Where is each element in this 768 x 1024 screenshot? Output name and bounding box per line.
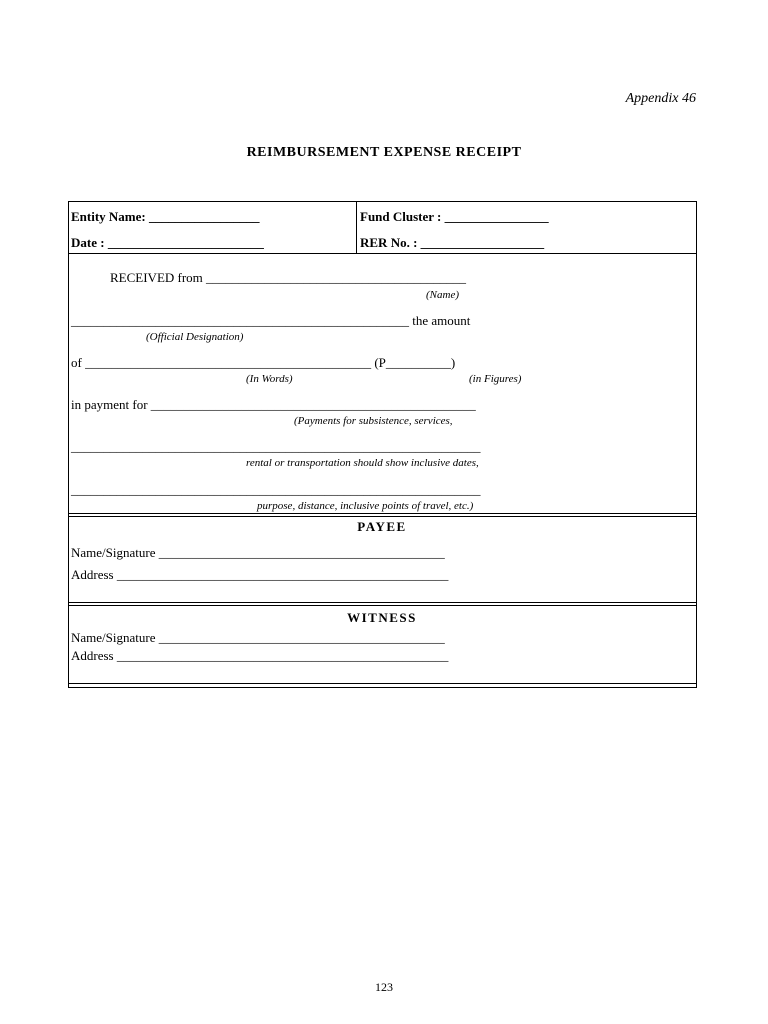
rer-no-field[interactable]: RER No. : ___________________: [360, 235, 545, 250]
payment-detail-line-1[interactable]: _______________________________________________________________: [71, 439, 481, 454]
payments-caption: (Payments for subsistence, services,: [294, 415, 453, 427]
received-from-field[interactable]: RECEIVED from ________________________________________: [110, 270, 467, 285]
entity-name-field[interactable]: Entity Name: _________________: [71, 209, 260, 224]
purpose-caption: purpose, distance, inclusive points of travel, etc.): [257, 500, 474, 512]
in-words-caption: (In Words): [246, 373, 293, 385]
designation-caption: (Official Designation): [146, 331, 244, 343]
witness-heading: WITNESS: [347, 610, 417, 625]
fund-cluster-field[interactable]: Fund Cluster : ________________: [360, 209, 549, 224]
witness-divider-bottom: [69, 605, 696, 606]
payee-heading: PAYEE: [357, 519, 407, 534]
witness-address-field[interactable]: Address ___________________________________________________: [71, 648, 449, 663]
name-caption: (Name): [426, 289, 459, 301]
page-title: REIMBURSEMENT EXPENSE RECEIPT: [246, 145, 522, 160]
page-number: 123: [375, 980, 393, 994]
header-divider: [69, 253, 696, 254]
witness-divider-top: [69, 602, 696, 603]
payee-divider-bottom: [69, 516, 696, 517]
header-column-divider: [356, 202, 357, 253]
payment-for-field[interactable]: in payment for __________________________________________________: [71, 397, 476, 412]
appendix-label: Appendix 46: [625, 91, 696, 106]
receipt-form: [68, 201, 697, 688]
date-field[interactable]: Date : ________________________: [71, 235, 264, 250]
payee-divider-top: [69, 513, 696, 514]
form-bottom-divider: [69, 683, 696, 684]
rental-caption: rental or transportation should show inclusive dates,: [246, 457, 479, 469]
payee-name-signature-field[interactable]: Name/Signature ____________________________________________: [71, 545, 445, 560]
payee-address-field[interactable]: Address ___________________________________________________: [71, 567, 449, 582]
amount-field[interactable]: of ____________________________________________ (P__________): [71, 355, 456, 370]
official-designation-field[interactable]: ____________________________________________________ the amount: [71, 313, 471, 328]
witness-name-signature-field[interactable]: Name/Signature ____________________________________________: [71, 630, 445, 645]
payment-detail-line-2[interactable]: _______________________________________________________________: [71, 482, 481, 497]
in-figures-caption: (in Figures): [469, 373, 522, 385]
